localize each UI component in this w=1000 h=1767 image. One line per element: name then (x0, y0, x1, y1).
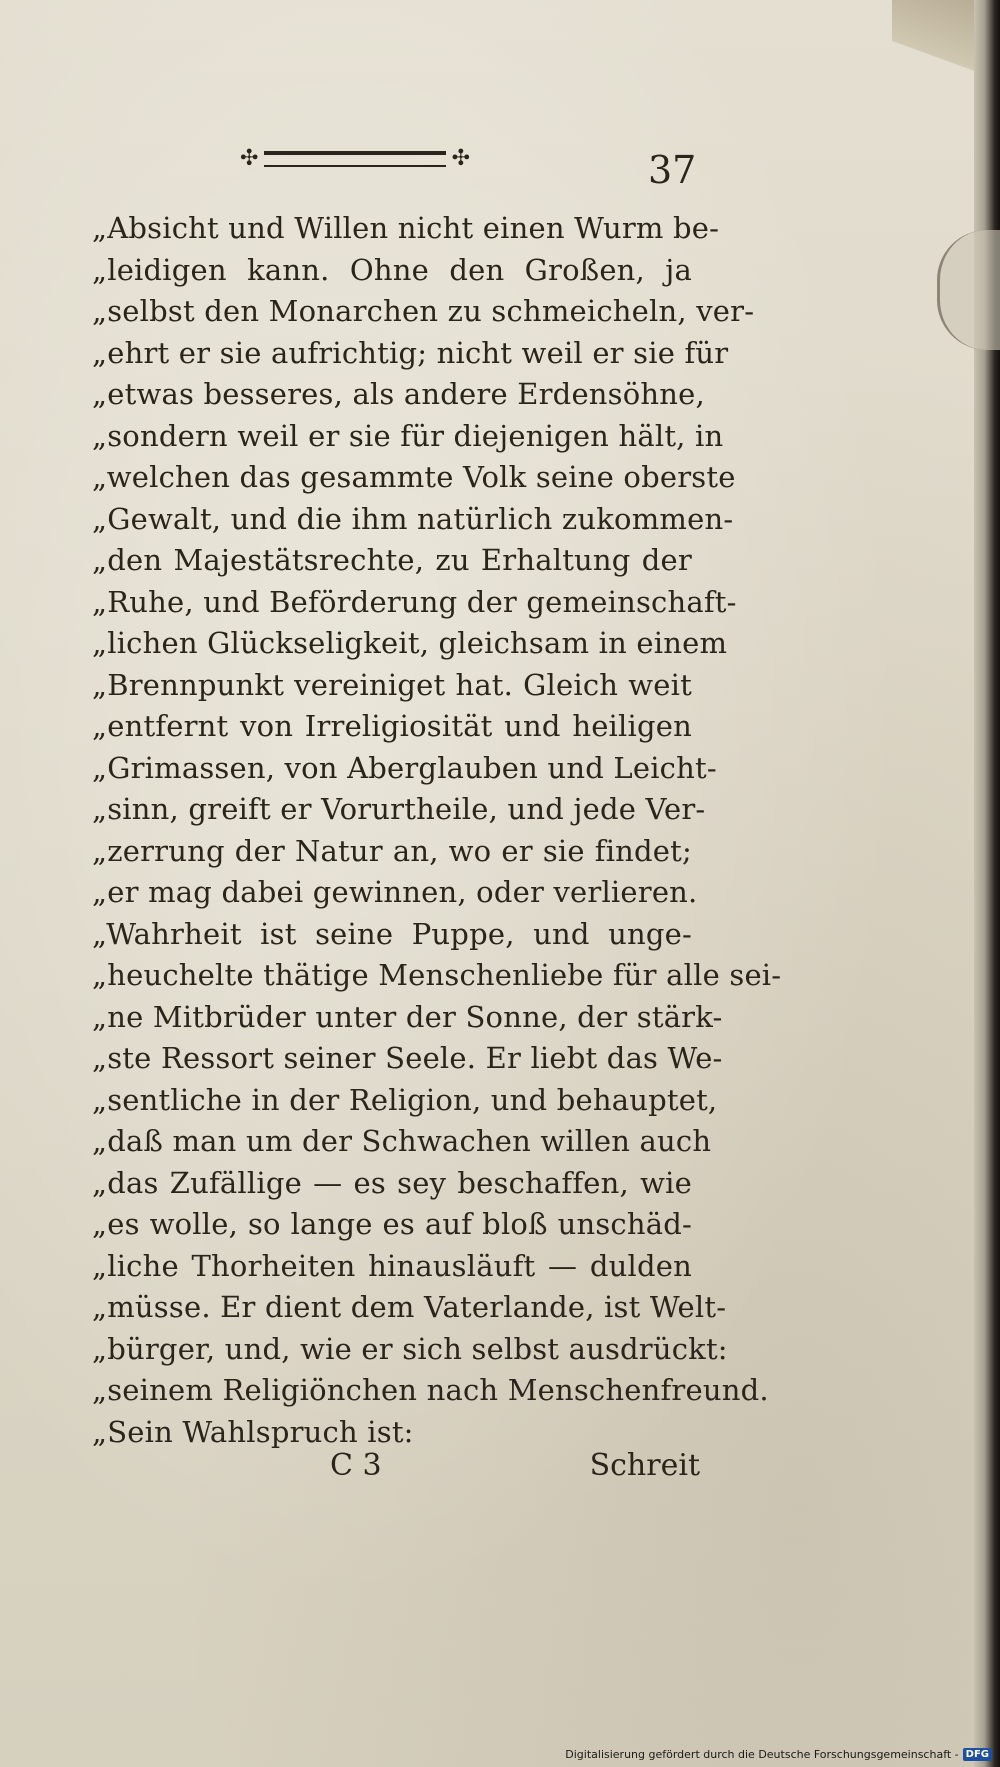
text-line: „Sein Wahlspruch ist: (92, 1414, 414, 1449)
text-line: „sinn, greift er Vorurtheile, und jede Ver- (92, 792, 706, 826)
text-line: „heuchelte thätige Menschenliebe für alle sei- (92, 958, 782, 992)
text-line: „lichen Glückseligkeit, gleichsam in einem (92, 626, 728, 660)
header-ornament (240, 148, 470, 170)
text-line: „ste Ressort seiner Seele. Er liebt das We- (92, 1041, 723, 1075)
text-line: „zerrung der Natur an, wo er sie findet; (92, 833, 692, 868)
corner-fold (892, 0, 982, 100)
dfg-logo: DFG (963, 1748, 992, 1761)
text-line: „Wahrheit ist seine Puppe, und unge- (92, 916, 692, 951)
text-line: „ehrt er sie aufrichtig; nicht weil er sie für (92, 335, 729, 370)
text-line: „sondern weil er sie für diejenigen hält, in (92, 418, 724, 453)
ornament-star-left-icon: ✣ (240, 146, 259, 171)
text-line: „liche Thorheiten hinausläuft — dulden (92, 1248, 692, 1283)
text-line: „sentliche in der Religion, und behauptet, (92, 1082, 718, 1117)
digitization-credit (565, 1748, 992, 1761)
text-line: „daß man um der Schwachen willen auch (92, 1124, 712, 1158)
ornament-star-right-icon: ✣ (451, 146, 470, 171)
text-line: „ne Mitbrüder unter der Sonne, der stärk- (92, 999, 723, 1034)
digitization-credit-text: Digitalisierung gefördert durch die Deutsche Forschungsgemeinschaft - (565, 1748, 959, 1761)
text-line: „Grimassen, von Aberglauben und Leicht- (92, 750, 717, 785)
body-text (92, 208, 782, 1453)
text-line: „es wolle, so lange es auf bloß unschäd- (92, 1207, 692, 1241)
text-line: „leidigen kann. Ohne den Großen, ja (92, 252, 692, 287)
text-line: „das Zufällige — es sey beschaffen, wie (92, 1165, 692, 1200)
text-line: „welchen das gesammte Volk seine oberste (92, 460, 736, 494)
text-line: „selbst den Monarchen zu schmeicheln, ver- (92, 294, 755, 328)
text-line: „den Majestätsrechte, zu Erhaltung der (92, 543, 692, 577)
text-line: „etwas besseres, als andere Erdensöhne, (92, 377, 705, 411)
text-line: „er mag dabei gewinnen, oder verlieren. (92, 875, 698, 909)
page-footer (330, 1448, 700, 1483)
text-line: „müsse. Er dient dem Vaterlande, ist Welt- (92, 1290, 727, 1324)
text-line: „Absicht und Willen nicht einen Wurm be- (92, 211, 720, 245)
clip-mark (937, 230, 1000, 350)
text-line: „bürger, und, wie er sich selbst ausdrückt: (92, 1331, 728, 1366)
page-number: 37 (648, 148, 697, 192)
text-line: „Gewalt, und die ihm natürlich zukommen- (92, 501, 734, 536)
signature-mark: C 3 (330, 1448, 382, 1483)
catchword: Schreit (589, 1448, 700, 1483)
text-line: „seinem Religiönchen nach Menschenfreund. (92, 1373, 769, 1407)
ornament-bar (264, 151, 445, 167)
text-line: „Brennpunkt vereiniget hat. Gleich weit (92, 667, 692, 702)
text-line: „entfernt von Irreligiosität und heiligen (92, 709, 692, 743)
text-line: „Ruhe, und Beförderung der gemeinschaft- (92, 584, 737, 619)
